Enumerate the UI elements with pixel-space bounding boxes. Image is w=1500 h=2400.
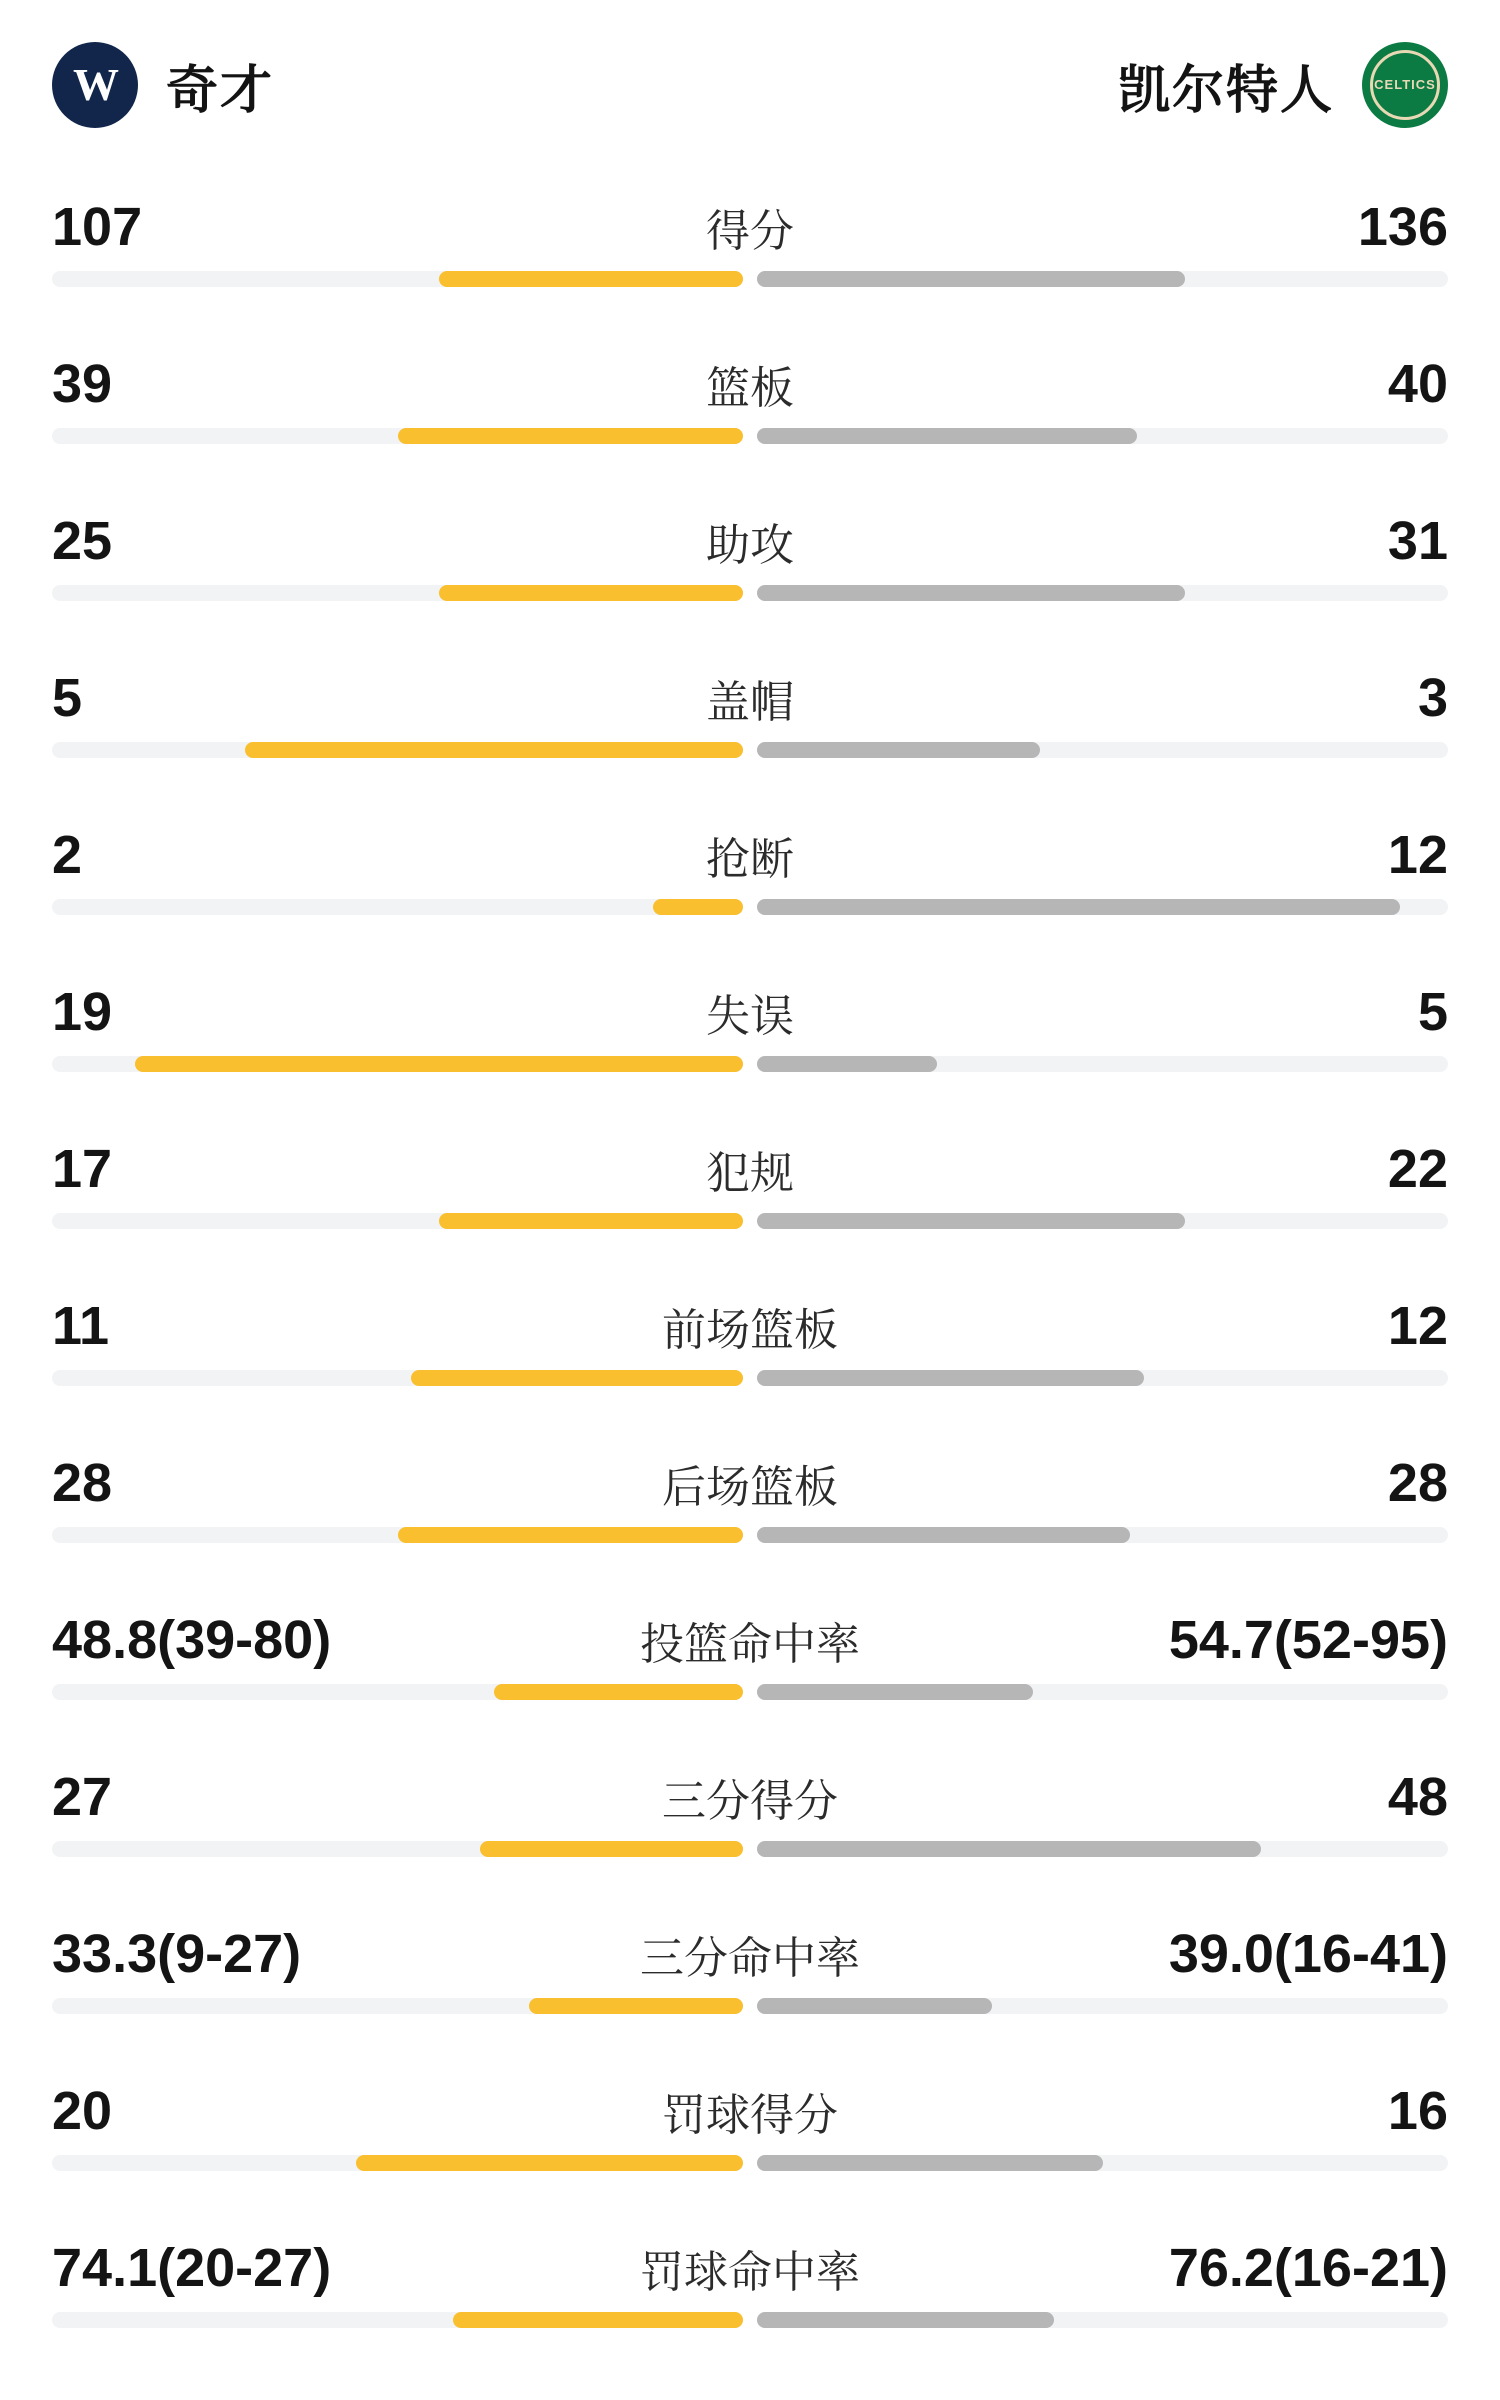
stat-label: 三分命中率 bbox=[640, 1934, 860, 1983]
stat-row bbox=[52, 955, 1448, 1112]
stat-row bbox=[52, 1269, 1448, 1426]
away-bar-fill bbox=[757, 742, 1040, 758]
stat-row-bars bbox=[52, 1840, 1448, 1858]
home-bar-track bbox=[52, 1841, 743, 1857]
away-bar-fill bbox=[757, 271, 1185, 287]
home-bar-fill bbox=[439, 1213, 743, 1229]
home-stat-value: 39 bbox=[52, 354, 113, 414]
away-bar-fill bbox=[757, 1998, 992, 2014]
home-bar-fill bbox=[480, 1841, 743, 1857]
away-bar-fill bbox=[757, 428, 1137, 444]
home-bar-fill bbox=[356, 2155, 743, 2171]
stat-row bbox=[52, 641, 1448, 798]
stat-row bbox=[52, 1897, 1448, 2054]
away-stat-value: 28 bbox=[1387, 1453, 1448, 1513]
home-bar-track bbox=[52, 899, 743, 915]
stat-label: 篮板 bbox=[706, 364, 794, 413]
stat-row bbox=[52, 798, 1448, 955]
stat-row-values bbox=[52, 1126, 1448, 1212]
stat-row-bars bbox=[52, 427, 1448, 445]
home-bar-fill bbox=[653, 899, 743, 915]
away-bar-track bbox=[757, 1527, 1448, 1543]
home-bar-track bbox=[52, 1527, 743, 1543]
away-stat-value: 39.0(16-41) bbox=[1168, 1924, 1448, 1984]
home-bar-fill bbox=[439, 271, 743, 287]
stat-label: 犯规 bbox=[706, 1149, 794, 1198]
stat-row bbox=[52, 327, 1448, 484]
stat-row-bars bbox=[52, 2311, 1448, 2329]
stat-row-bars bbox=[52, 1997, 1448, 2015]
stat-row bbox=[52, 2054, 1448, 2211]
home-bar-track bbox=[52, 2155, 743, 2171]
celtics-logo-icon bbox=[1362, 42, 1448, 128]
matchup-header bbox=[52, 0, 1448, 170]
away-stat-value: 76.2(16-21) bbox=[1168, 2238, 1448, 2298]
home-bar-track bbox=[52, 2312, 743, 2328]
stat-row-bars bbox=[52, 1526, 1448, 1544]
away-bar-track bbox=[757, 2312, 1448, 2328]
stat-row-values bbox=[52, 184, 1448, 270]
home-stat-value: 19 bbox=[52, 982, 113, 1042]
away-bar-fill bbox=[757, 585, 1185, 601]
home-bar-track bbox=[52, 585, 743, 601]
away-bar-fill bbox=[757, 1841, 1261, 1857]
stat-label: 三分得分 bbox=[662, 1777, 838, 1826]
stat-label: 盖帽 bbox=[706, 678, 794, 727]
away-stat-value: 3 bbox=[1417, 668, 1448, 728]
away-bar-fill bbox=[757, 2155, 1103, 2171]
away-bar-track bbox=[757, 2155, 1448, 2171]
stat-label: 抢断 bbox=[706, 835, 794, 884]
home-bar-track bbox=[52, 742, 743, 758]
home-stat-value: 28 bbox=[52, 1453, 113, 1513]
stat-row-values bbox=[52, 1597, 1448, 1683]
stat-row-bars bbox=[52, 1055, 1448, 1073]
home-stat-value: 74.1(20-27) bbox=[52, 2238, 332, 2298]
home-stat-value: 2 bbox=[52, 825, 83, 885]
stat-row-values bbox=[52, 969, 1448, 1055]
away-bar-track bbox=[757, 1684, 1448, 1700]
away-bar-fill bbox=[757, 899, 1400, 915]
away-bar-track bbox=[757, 899, 1448, 915]
home-bar-fill bbox=[398, 428, 744, 444]
stat-row-bars bbox=[52, 2154, 1448, 2172]
away-bar-fill bbox=[757, 1213, 1185, 1229]
away-bar-track bbox=[757, 428, 1448, 444]
away-bar-track bbox=[757, 1998, 1448, 2014]
away-stat-value: 12 bbox=[1387, 1296, 1448, 1356]
home-bar-track bbox=[52, 1213, 743, 1229]
home-bar-track bbox=[52, 1684, 743, 1700]
away-bar-fill bbox=[757, 1370, 1144, 1386]
away-stat-value: 40 bbox=[1387, 354, 1448, 414]
home-bar-track bbox=[52, 1056, 743, 1072]
stat-row bbox=[52, 484, 1448, 641]
stat-row-bars bbox=[52, 584, 1448, 602]
stat-label: 罚球命中率 bbox=[640, 2248, 860, 2297]
home-bar-fill bbox=[529, 1998, 743, 2014]
stat-label: 投篮命中率 bbox=[640, 1620, 860, 1669]
stat-row bbox=[52, 2211, 1448, 2368]
stat-row-values bbox=[52, 498, 1448, 584]
away-stat-value: 22 bbox=[1387, 1139, 1448, 1199]
away-bar-fill bbox=[757, 1056, 937, 1072]
away-stat-value: 136 bbox=[1357, 197, 1448, 257]
stat-row bbox=[52, 170, 1448, 327]
home-bar-fill bbox=[411, 1370, 743, 1386]
home-stat-value: 48.8(39-80) bbox=[52, 1610, 332, 1670]
away-stat-value: 5 bbox=[1417, 982, 1448, 1042]
away-stat-value: 12 bbox=[1387, 825, 1448, 885]
stat-label: 前场篮板 bbox=[662, 1306, 838, 1355]
stat-label: 罚球得分 bbox=[662, 2091, 838, 2140]
stat-row bbox=[52, 1112, 1448, 1269]
home-bar-fill bbox=[245, 742, 743, 758]
stat-row-values bbox=[52, 1754, 1448, 1840]
away-bar-track bbox=[757, 585, 1448, 601]
home-bar-fill bbox=[453, 2312, 743, 2328]
stat-row-values bbox=[52, 1440, 1448, 1526]
home-stat-value: 17 bbox=[52, 1139, 113, 1199]
stat-row-bars bbox=[52, 741, 1448, 759]
away-bar-fill bbox=[757, 2312, 1054, 2328]
away-team bbox=[1118, 42, 1448, 128]
home-bar-fill bbox=[494, 1684, 743, 1700]
home-stat-value: 33.3(9-27) bbox=[52, 1924, 302, 1984]
stat-row-bars bbox=[52, 1683, 1448, 1701]
stat-row-values bbox=[52, 2068, 1448, 2154]
home-bar-track bbox=[52, 1998, 743, 2014]
stat-row-values bbox=[52, 1911, 1448, 1997]
home-stat-value: 25 bbox=[52, 511, 113, 571]
home-bar-track bbox=[52, 1370, 743, 1386]
home-stat-value: 5 bbox=[52, 668, 83, 728]
away-bar-track bbox=[757, 271, 1448, 287]
stat-rows bbox=[52, 170, 1448, 2368]
away-bar-fill bbox=[757, 1527, 1130, 1543]
stat-row-bars bbox=[52, 1212, 1448, 1230]
stat-row-values bbox=[52, 1283, 1448, 1369]
stat-label: 后场篮板 bbox=[662, 1463, 838, 1512]
away-team-name: 凯尔特人 bbox=[1117, 61, 1334, 120]
away-bar-track bbox=[757, 1056, 1448, 1072]
stat-row-bars bbox=[52, 898, 1448, 916]
away-stat-value: 31 bbox=[1387, 511, 1448, 571]
stat-row-values bbox=[52, 655, 1448, 741]
home-stat-value: 20 bbox=[52, 2081, 113, 2141]
stat-label: 失误 bbox=[706, 992, 794, 1041]
stat-row-values bbox=[52, 812, 1448, 898]
stat-label: 助攻 bbox=[706, 521, 794, 570]
away-bar-track bbox=[757, 1370, 1448, 1386]
stat-row bbox=[52, 1426, 1448, 1583]
home-bar-fill bbox=[135, 1056, 743, 1072]
stat-row-bars bbox=[52, 1369, 1448, 1387]
away-bar-track bbox=[757, 1841, 1448, 1857]
home-team-name: 奇才 bbox=[166, 61, 275, 120]
wizards-logo-icon bbox=[52, 42, 138, 128]
stat-row-values bbox=[52, 341, 1448, 427]
stat-row bbox=[52, 1583, 1448, 1740]
stat-row-bars bbox=[52, 270, 1448, 288]
away-stat-value: 48 bbox=[1387, 1767, 1448, 1827]
home-stat-value: 11 bbox=[52, 1296, 110, 1356]
home-bar-fill bbox=[439, 585, 743, 601]
away-bar-fill bbox=[757, 1684, 1033, 1700]
wizards-logo-text: W bbox=[73, 59, 117, 110]
home-stat-value: 27 bbox=[52, 1767, 113, 1827]
home-team bbox=[52, 42, 274, 128]
celtics-logo-text: CELTICS bbox=[1370, 50, 1440, 120]
away-bar-track bbox=[757, 742, 1448, 758]
home-stat-value: 107 bbox=[52, 197, 143, 257]
home-bar-fill bbox=[398, 1527, 744, 1543]
away-stat-value: 16 bbox=[1387, 2081, 1448, 2141]
home-bar-track bbox=[52, 428, 743, 444]
away-stat-value: 54.7(52-95) bbox=[1168, 1610, 1448, 1670]
home-bar-track bbox=[52, 271, 743, 287]
stat-row-values bbox=[52, 2225, 1448, 2311]
stat-label: 得分 bbox=[706, 207, 794, 256]
stat-row bbox=[52, 1740, 1448, 1897]
away-bar-track bbox=[757, 1213, 1448, 1229]
